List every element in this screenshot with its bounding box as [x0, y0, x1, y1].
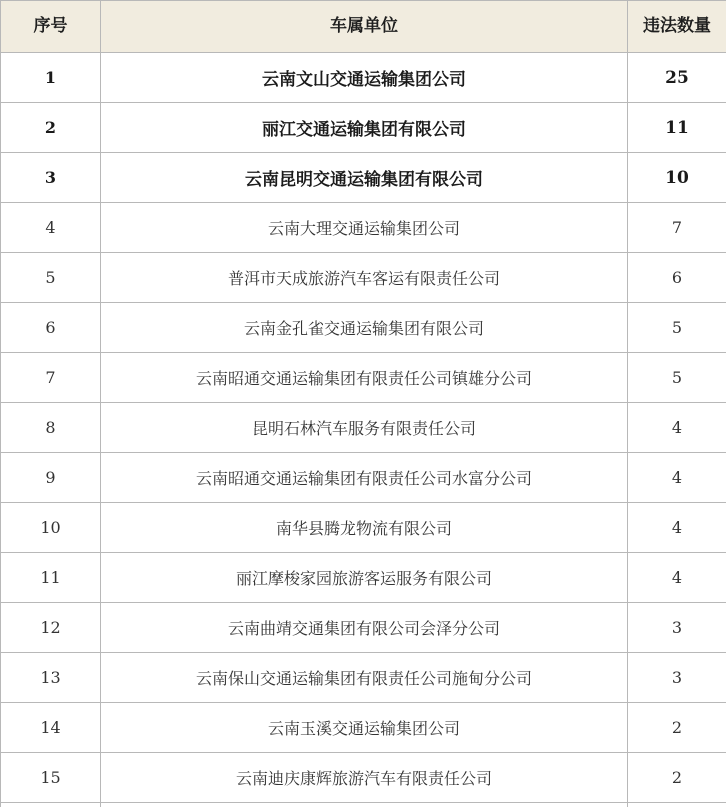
cell-serial-number: 6	[1, 303, 101, 353]
cell-serial-number: 13	[1, 653, 101, 703]
cell-vehicle-unit: 丽江摩梭家园旅游客运服务有限公司	[101, 553, 628, 603]
table-row-cut-off	[1, 803, 726, 807]
cell-serial-number: 5	[1, 253, 101, 303]
cell-violation-count: 4	[628, 503, 726, 553]
cell-vehicle-unit: 昆明石林汽车服务有限责任公司	[101, 403, 628, 453]
cell-vehicle-unit: 丽江交通运输集团有限公司	[101, 103, 628, 153]
header-vehicle-unit: 车属单位	[101, 1, 628, 53]
cell-violation-count: 3	[628, 653, 726, 703]
table-row	[1, 753, 726, 803]
table-row	[1, 653, 726, 703]
cell-violation-count: 4	[628, 553, 726, 603]
cell-serial-number: 8	[1, 403, 101, 453]
cell-violation-count: 3	[628, 603, 726, 653]
cell-serial-number: 12	[1, 603, 101, 653]
cell-serial-number: 9	[1, 453, 101, 503]
cell-vehicle-unit: 云南昭通交通运输集团有限责任公司镇雄分公司	[101, 353, 628, 403]
cell-violation-count: 6	[628, 253, 726, 303]
cell-empty	[628, 803, 726, 807]
cell-vehicle-unit: 云南迪庆康辉旅游汽车有限责任公司	[101, 753, 628, 803]
cell-violation-count: 5	[628, 353, 726, 403]
cell-empty	[101, 803, 628, 807]
cell-violation-count: 25	[628, 53, 726, 103]
header-serial-number: 序号	[1, 1, 101, 53]
cell-vehicle-unit: 云南文山交通运输集团公司	[101, 53, 628, 103]
cell-empty	[1, 803, 101, 807]
cell-serial-number: 4	[1, 203, 101, 253]
cell-vehicle-unit: 云南大理交通运输集团公司	[101, 203, 628, 253]
table-row	[1, 553, 726, 603]
table-row	[1, 453, 726, 503]
table-row	[1, 53, 726, 103]
cell-serial-number: 11	[1, 553, 101, 603]
table-row	[1, 603, 726, 653]
cell-serial-number: 14	[1, 703, 101, 753]
cell-vehicle-unit: 云南玉溪交通运输集团公司	[101, 703, 628, 753]
cell-serial-number: 15	[1, 753, 101, 803]
table-row	[1, 503, 726, 553]
cell-serial-number: 3	[1, 153, 101, 203]
table-row	[1, 703, 726, 753]
header-row	[1, 1, 726, 53]
cell-vehicle-unit: 普洱市天成旅游汽车客运有限责任公司	[101, 253, 628, 303]
table-row	[1, 253, 726, 303]
cell-serial-number: 1	[1, 53, 101, 103]
cell-vehicle-unit: 云南曲靖交通集团有限公司会泽分公司	[101, 603, 628, 653]
table-row	[1, 153, 726, 203]
table-row	[1, 303, 726, 353]
cell-vehicle-unit: 云南保山交通运输集团有限责任公司施甸分公司	[101, 653, 628, 703]
cell-violation-count: 4	[628, 453, 726, 503]
cell-violation-count: 5	[628, 303, 726, 353]
cell-serial-number: 2	[1, 103, 101, 153]
cell-violation-count: 11	[628, 103, 726, 153]
cell-violation-count: 2	[628, 703, 726, 753]
cell-serial-number: 10	[1, 503, 101, 553]
table-row	[1, 203, 726, 253]
cell-violation-count: 7	[628, 203, 726, 253]
cell-serial-number: 7	[1, 353, 101, 403]
cell-vehicle-unit: 云南昆明交通运输集团有限公司	[101, 153, 628, 203]
cell-vehicle-unit: 云南金孔雀交通运输集团有限公司	[101, 303, 628, 353]
cell-vehicle-unit: 南华县腾龙物流有限公司	[101, 503, 628, 553]
cell-vehicle-unit: 云南昭通交通运输集团有限责任公司水富分公司	[101, 453, 628, 503]
table-row	[1, 353, 726, 403]
table-row	[1, 403, 726, 453]
cell-violation-count: 10	[628, 153, 726, 203]
cell-violation-count: 2	[628, 753, 726, 803]
header-violation-count: 违法数量	[628, 1, 726, 53]
cell-violation-count: 4	[628, 403, 726, 453]
table-row	[1, 103, 726, 153]
